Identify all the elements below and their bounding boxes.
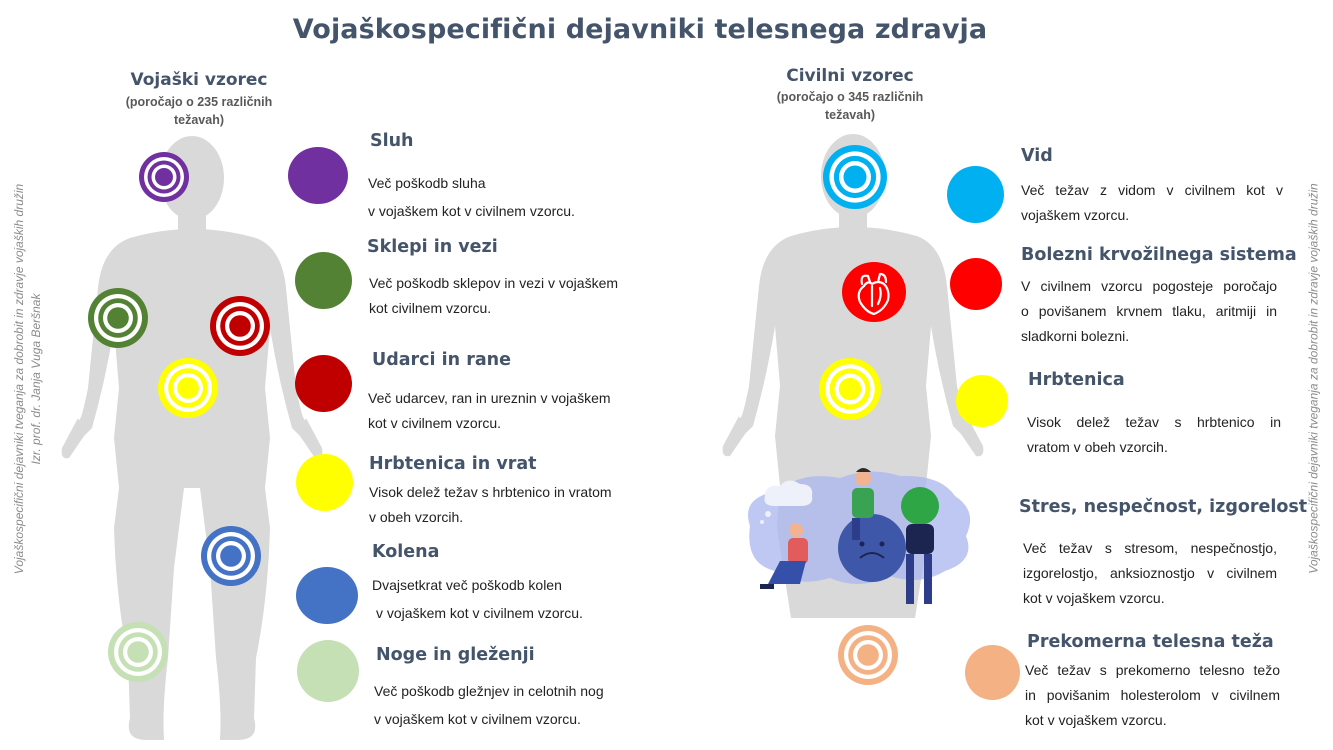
side-note-left-line1: Vojaškospecifični dejavniki tveganja za dobrobit in zdravje vojaških družin bbox=[12, 183, 26, 575]
military-heading-wounds: Udarci in rane bbox=[372, 350, 511, 370]
military-desc-joints-line2: kot civilnem vzorcu. bbox=[369, 300, 492, 316]
military-desc-wounds bbox=[368, 386, 658, 436]
civil-desc-weight bbox=[1025, 658, 1280, 733]
civil-subtitle bbox=[750, 88, 950, 124]
military-desc-joints-line1: Več poškodb sklepov in vezi v vojaškem bbox=[369, 275, 619, 291]
civil-dot-vision bbox=[947, 166, 1004, 223]
civil-desc-cardio-line1: V civilnem vzorcu pogosteje poročajo bbox=[1021, 278, 1277, 294]
military-desc-joints bbox=[369, 271, 659, 321]
civil-heading-cardio: Bolezni krvožilnega sistema bbox=[1021, 245, 1297, 265]
military-desc-wounds-line2: kot v civilnem vzorcu. bbox=[368, 415, 502, 431]
civil-subtitle-line1: (poročajo o 345 različnih bbox=[776, 90, 924, 104]
military-dot-knees bbox=[296, 567, 358, 624]
civil-desc-stress bbox=[1023, 536, 1277, 611]
civil-desc-spine-line2: vratom v obeh vzorcih. bbox=[1027, 439, 1168, 455]
military-heading-hearing: Sluh bbox=[370, 131, 414, 151]
military-desc-hearing-line1: Več poškodb sluha bbox=[368, 175, 486, 191]
civil-desc-stress-line2: izgorelostjo, anksioznostjo v civilnem bbox=[1023, 565, 1277, 581]
civil-desc-cardio-line3: sladkorni bolezni. bbox=[1021, 328, 1130, 344]
military-heading-joints: Sklepi in vezi bbox=[367, 237, 498, 257]
military-dot-legs bbox=[297, 640, 359, 702]
civil-dot-cardio bbox=[950, 258, 1002, 310]
military-desc-knees-line2: v vojaškem kot v civilnem vzorcu. bbox=[376, 605, 583, 621]
civil-desc-spine-line1: Visok delež težav s hrbtenico in bbox=[1027, 414, 1281, 430]
civil-heading-weight: Prekomerna telesna teža bbox=[1027, 632, 1274, 652]
civil-dot-weight bbox=[965, 645, 1020, 700]
stress-illustration bbox=[740, 466, 978, 616]
civil-desc-weight-line1: Več težav s prekomerno telesno težo bbox=[1025, 662, 1280, 678]
side-note-right-line1: Vojaškospecifični dejavniki tveganja za dobrobit in zdravje vojaških družin bbox=[1306, 183, 1321, 574]
civil-heading-vision: Vid bbox=[1021, 146, 1053, 166]
hearing-target-icon bbox=[138, 151, 190, 203]
military-subtitle bbox=[99, 93, 299, 129]
spine-target-icon bbox=[157, 357, 219, 419]
civil-desc-cardio-line2: o povišanem krvnem tlaku, aritmiji in bbox=[1021, 303, 1277, 319]
wounds-target-icon bbox=[209, 295, 271, 357]
military-desc-spine-line1: Visok delež težav s hrbtenico in vratom bbox=[369, 484, 612, 500]
military-heading-spine: Hrbtenica in vrat bbox=[369, 454, 537, 474]
civil-desc-stress-line1: Več težav s stresom, nespečnostjo, bbox=[1023, 540, 1277, 556]
civil-title: Civilni vzorec bbox=[786, 66, 914, 86]
civil-desc-vision bbox=[1021, 178, 1283, 228]
civil-desc-weight-line3: kot v vojaškem vzorcu. bbox=[1025, 712, 1167, 728]
page-title: Vojaškospecifični dejavniki telesnega zdravja bbox=[292, 14, 988, 45]
joints-target-icon bbox=[87, 287, 149, 349]
side-note-right bbox=[1306, 119, 1323, 639]
military-heading-knees: Kolena bbox=[372, 542, 440, 562]
military-desc-hearing-line2: v vojaškem kot v civilnem vzorcu. bbox=[368, 203, 575, 219]
civil-desc-vision-line1: Več težav z vidom v civilnem kot v bbox=[1021, 182, 1283, 198]
military-desc-knees-line1: Dvajsetkrat več poškodb kolen bbox=[372, 577, 562, 593]
civil-heading-spine: Hrbtenica bbox=[1028, 370, 1125, 390]
civil-dot-spine bbox=[956, 375, 1008, 427]
military-desc-knees bbox=[372, 573, 662, 626]
civil-desc-stress-line3: kot v vojaškem vzorcu. bbox=[1023, 590, 1165, 606]
military-desc-wounds-line1: Več udarcev, ran in ureznin v vojaškem bbox=[368, 390, 611, 406]
legs-target-icon bbox=[107, 621, 169, 683]
military-body-silhouette bbox=[60, 128, 330, 743]
civil-spine-target-icon bbox=[818, 357, 882, 421]
military-title: Vojaški vzorec bbox=[130, 70, 268, 90]
military-heading-legs: Noge in gleženji bbox=[376, 645, 535, 665]
military-desc-legs-line1: Več poškodb gležnjev in celotnih nog bbox=[374, 683, 604, 699]
military-dot-wounds bbox=[295, 355, 352, 412]
military-dot-hearing bbox=[288, 147, 348, 204]
military-desc-legs-line2: v vojaškem kot v civilnem vzorcu. bbox=[374, 711, 581, 727]
civil-desc-weight-line2: in povišanim holesterolom v civilnem bbox=[1025, 687, 1280, 703]
weight-target-icon bbox=[837, 624, 899, 686]
civil-subtitle-line2: težavah) bbox=[824, 108, 876, 122]
side-note-left bbox=[11, 119, 45, 639]
knees-target-icon bbox=[200, 525, 262, 587]
civil-desc-spine bbox=[1027, 410, 1281, 460]
civil-desc-cardio bbox=[1021, 274, 1277, 349]
vision-target-icon bbox=[822, 144, 888, 210]
military-dot-joints bbox=[295, 252, 352, 309]
heart-organ-icon bbox=[842, 262, 906, 322]
military-desc-spine-line2: v obeh vzorcih. bbox=[369, 509, 464, 525]
side-note-left-line2: Izr. prof. dr. Janja Vuga Beršnak bbox=[29, 293, 43, 465]
military-desc-hearing bbox=[368, 171, 648, 224]
military-subtitle-line2: težavah) bbox=[173, 113, 225, 127]
military-desc-spine bbox=[369, 480, 659, 530]
military-dot-spine bbox=[296, 454, 353, 511]
military-subtitle-line1: (poročajo o 235 različnih bbox=[125, 95, 273, 109]
military-desc-legs bbox=[374, 679, 664, 732]
civil-desc-vision-line2: vojaškem vzorcu. bbox=[1021, 207, 1130, 223]
civil-heading-stress: Stres, nespečnost, izgorelost bbox=[1019, 497, 1308, 517]
